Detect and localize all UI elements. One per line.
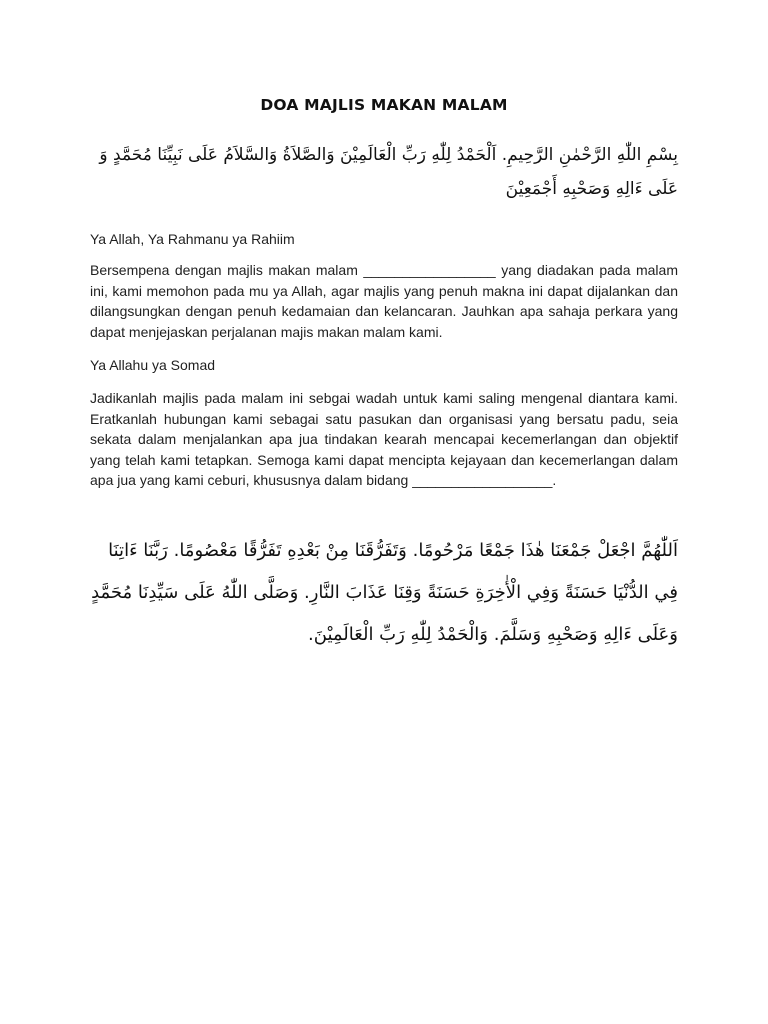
document-page [90,0,678,1024]
arabic-closing-prayer: اَللّٰهُمَّ اجْعَلْ جَمْعَنَا هٰذَا جَمْعًا مَرْحُومًا. وَتَفَرُّقَنَا مِنْ بَعْدِهِ تَفَرُّقًا مَعْصُومًا. رَبَّنَا ءَاتِنَا فِي الدُّنْيَا حَسَنَةً وَفِي الْأٰخِرَةِ حَسَنَةً وَقِنَا عَذَابَ النَّارِ. وَصَلَّى اللّٰهُ عَلَى سَيِّدِنَا مُحَمَّدٍ وَعَلَى ءَالِهِ وَصَحْبِهِ وَسَلَّمَ. وَالْحَمْدُ لِلّٰهِ رَبِّ الْعَالَمِيْنَ. [91,540,678,645]
greeting-line-2: Ya Allahu ya Somad [90,357,216,373]
greeting-line-1: Ya Allah, Ya Rahmanu ya Rahiim [90,231,295,247]
document-title: DOA MAJLIS MAKAN MALAM [260,96,508,114]
prayer-paragraph-2: Jadikanlah majlis pada malam ini sebgai wadah untuk kami saling mengenal diantara kami. Eratkanlah hubungan kami sebagai satu pasukan dan organisasi yang bersatu padu, seia sekata dalam menjalankan apa jua tindakan kearah mencapai kecemerlangan dan objektif yang telah kami tetapkan. Semoga kami dapat mencipta kejayaan dan kecemerlangan dalam apa jua yang kami ceburi, khususnya dalam bidang __________________. [90,390,678,488]
prayer-paragraph-1: Bersempena dengan majlis makan malam _________________ yang diadakan pada malam ini, kami memohon pada mu ya Allah, agar majlis yang penuh makna ini dapat dijalankan dan dilangsungkan dengan penuh kedamaian dan kelancaran. Jauhkan apa sahaja perkara yang dapat menjejaskan perjalanan majis makan malam kami. [90,262,678,340]
arabic-opening-prayer: بِسْمِ اللّٰهِ الرَّحْمٰنِ الرَّحِيمِ. اَلْحَمْدُ لِلّٰهِ رَبِّ الْعَالَمِيْنَ وَالصَّلاَةُ وَالسَّلاَمُ عَلَى نَبِيِّنَا مُحَمَّدٍ وَ عَلَى ءَالِهِ وَصَحْبِهِ أَجْمَعِيْنَ [99,145,678,199]
